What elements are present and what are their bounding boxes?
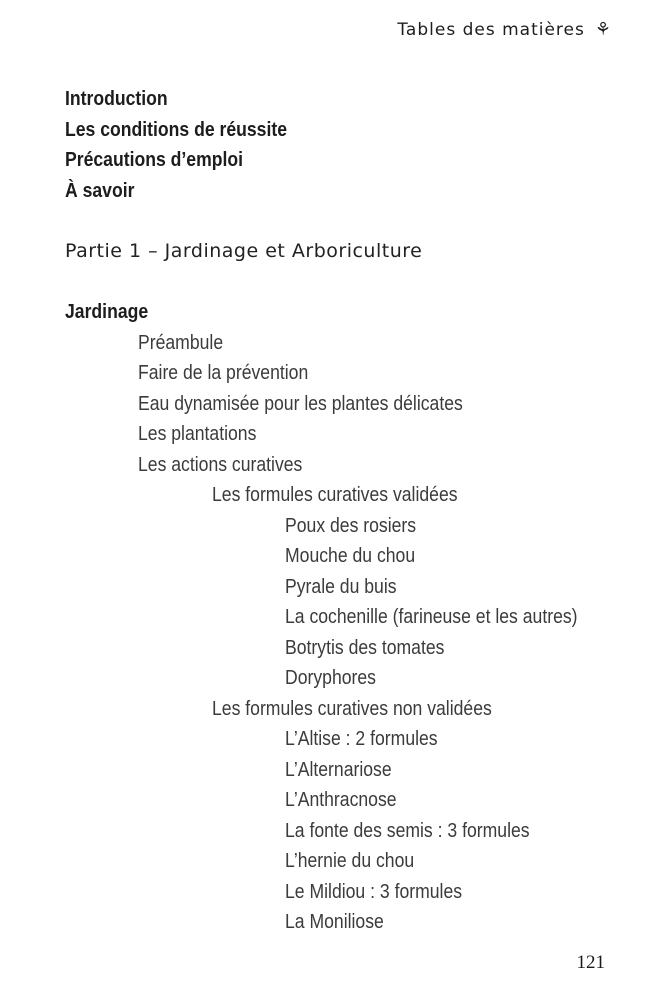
toc-entry: L’Altise : 2 formules [285,728,438,750]
running-header [397,20,612,40]
toc-entry: Les plantations [138,423,257,445]
toc-entry: Le Mildiou : 3 formules [285,880,463,903]
toc-entry-a-savoir: À savoir [65,179,135,202]
toc-entry-conditions: Les conditions de réussite [65,118,288,141]
toc-entry: La Moniliose [285,911,384,933]
toc-entry: Doryphores [285,667,376,689]
toc-entry: Mouche du chou [285,545,416,567]
section-heading-jardinage: Jardinage [65,301,149,323]
toc-entry: Les formules curatives validées [212,484,458,506]
toc-front-matter [65,84,317,206]
toc-main [65,297,625,938]
toc-entry: Poux des rosiers [285,514,417,537]
page-number: 121 [576,952,605,973]
part-heading: Partie 1 – Jardinage et Arboriculture [65,240,423,262]
toc-entry: Les actions curatives [138,453,303,476]
toc-entry: Les formules curatives non validées [212,697,492,720]
toc-entry: L’hernie du chou [285,850,415,872]
toc-entry: Botrytis des tomates [285,636,445,659]
toc-entry-precautions: Précautions d’emploi [65,149,243,171]
toc-entry-introduction: Introduction [65,88,168,110]
toc-entry: La fonte des semis : 3 formules [285,819,530,842]
toc-entry: Faire de la prévention [138,362,309,384]
toc-entry: L’Alternariose [285,758,392,781]
toc-entry: La cochenille (farineuse et les autres) [285,606,578,628]
toc-entry: L’Anthracnose [285,789,397,811]
page-title: Tables des matières [397,20,585,40]
toc-entry: Préambule [138,331,224,354]
flower-ornament-icon: ⚘ [594,19,612,40]
toc-entry: Eau dynamisée pour les plantes délicates [138,392,463,415]
toc-entry: Pyrale du buis [285,575,397,598]
